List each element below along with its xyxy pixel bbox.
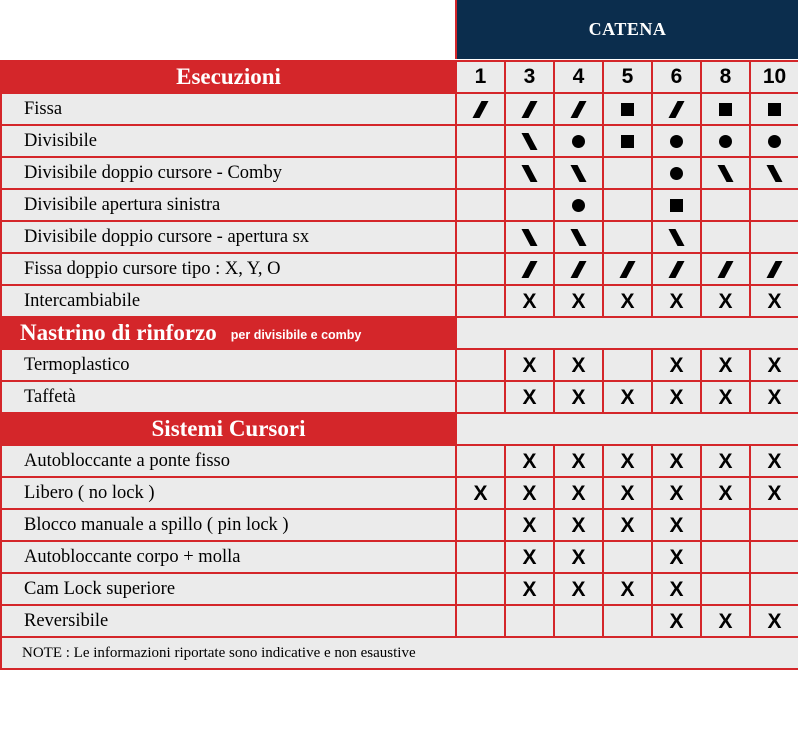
dot-mark	[670, 167, 683, 180]
cell-col-8	[701, 253, 750, 285]
x-mark: X	[620, 577, 635, 601]
cell-col-5	[603, 125, 652, 157]
cell-col-3	[505, 253, 554, 285]
row-label: Intercambiabile	[1, 285, 456, 317]
cell-col-6	[652, 125, 701, 157]
row-label: Reversibile	[1, 605, 456, 637]
row-label: Divisibile	[1, 125, 456, 157]
section-row	[1, 413, 798, 445]
cell-col-8	[701, 605, 750, 637]
x-mark: X	[522, 577, 537, 601]
back-slash-mark	[570, 229, 586, 246]
cell-col-3	[505, 509, 554, 541]
column-header-4: 4	[554, 61, 603, 93]
cell-col-4	[554, 349, 603, 381]
cell-col-8	[701, 93, 750, 125]
cell-col-8	[701, 285, 750, 317]
cell-col-10	[750, 253, 798, 285]
cell-col-4	[554, 221, 603, 253]
column-header-6: 6	[652, 61, 701, 93]
cell-col-4	[554, 125, 603, 157]
cell-col-8	[701, 157, 750, 189]
cell-col-10	[750, 573, 798, 605]
column-header-8: 8	[701, 61, 750, 93]
cell-col-5	[603, 221, 652, 253]
cell-col-8	[701, 477, 750, 509]
column-header-1: 1	[456, 61, 505, 93]
table-row	[1, 253, 798, 285]
forward-slash-mark	[668, 261, 684, 278]
table-row	[1, 541, 798, 573]
cell-col-5	[603, 541, 652, 573]
x-mark: X	[571, 289, 586, 313]
cell-col-10	[750, 285, 798, 317]
section-row	[1, 61, 798, 93]
x-mark: X	[767, 289, 782, 313]
cell-col-1	[456, 221, 505, 253]
cell-col-5	[603, 189, 652, 221]
section-title-text: Sistemi Cursori	[151, 416, 306, 441]
table-row	[1, 157, 798, 189]
cell-col-1	[456, 445, 505, 477]
back-slash-mark	[521, 165, 537, 182]
note-text: NOTE : Le informazioni riportate sono indicative e non esaustive	[1, 637, 798, 669]
table-row	[1, 381, 798, 413]
x-mark: X	[767, 449, 782, 473]
cell-col-8	[701, 189, 750, 221]
cell-col-1	[456, 253, 505, 285]
table-row	[1, 573, 798, 605]
cell-col-4	[554, 157, 603, 189]
cell-col-4	[554, 605, 603, 637]
x-mark: X	[767, 385, 782, 409]
table-row	[1, 93, 798, 125]
x-mark: X	[669, 545, 684, 569]
cell-col-6	[652, 349, 701, 381]
square-mark	[768, 103, 781, 116]
cell-col-5	[603, 253, 652, 285]
cell-col-3	[505, 189, 554, 221]
back-slash-mark	[570, 165, 586, 182]
section-title	[1, 413, 456, 445]
cell-col-10	[750, 605, 798, 637]
row-label: Cam Lock superiore	[1, 573, 456, 605]
row-label: Fissa doppio cursore tipo : X, Y, O	[1, 253, 456, 285]
note-row	[1, 637, 798, 669]
x-mark: X	[669, 385, 684, 409]
forward-slash-mark	[668, 101, 684, 118]
cell-col-1	[456, 573, 505, 605]
column-header-10: 10	[750, 61, 798, 93]
dot-mark	[768, 135, 781, 148]
cell-col-10	[750, 381, 798, 413]
section-title	[1, 61, 456, 93]
x-mark: X	[473, 481, 488, 505]
x-mark: X	[718, 481, 733, 505]
cell-col-6	[652, 93, 701, 125]
x-mark: X	[522, 449, 537, 473]
x-mark: X	[620, 289, 635, 313]
cell-col-6	[652, 509, 701, 541]
cell-col-3	[505, 349, 554, 381]
section-blank	[456, 413, 798, 445]
x-mark: X	[522, 289, 537, 313]
row-label: Termoplastico	[1, 349, 456, 381]
cell-col-6	[652, 157, 701, 189]
column-header-3: 3	[505, 61, 554, 93]
cell-col-1	[456, 381, 505, 413]
x-mark: X	[571, 545, 586, 569]
cell-col-5	[603, 509, 652, 541]
table-row	[1, 349, 798, 381]
cell-col-4	[554, 285, 603, 317]
row-label: Taffetà	[1, 381, 456, 413]
row-label: Libero ( no lock )	[1, 477, 456, 509]
x-mark: X	[522, 545, 537, 569]
x-mark: X	[767, 353, 782, 377]
cell-col-1	[456, 605, 505, 637]
cell-col-10	[750, 157, 798, 189]
section-blank	[456, 317, 798, 349]
forward-slash-mark	[570, 101, 586, 118]
cell-col-1	[456, 157, 505, 189]
cell-col-8	[701, 445, 750, 477]
cell-col-6	[652, 605, 701, 637]
dot-mark	[719, 135, 732, 148]
cell-col-5	[603, 285, 652, 317]
x-mark: X	[571, 449, 586, 473]
table-row	[1, 221, 798, 253]
x-mark: X	[620, 481, 635, 505]
cell-col-8	[701, 221, 750, 253]
table-row	[1, 285, 798, 317]
cell-col-6	[652, 445, 701, 477]
forward-slash-mark	[766, 261, 782, 278]
row-label: Divisibile doppio cursore - Comby	[1, 157, 456, 189]
dot-mark	[572, 199, 585, 212]
x-mark: X	[571, 577, 586, 601]
x-mark: X	[571, 513, 586, 537]
cell-col-5	[603, 477, 652, 509]
x-mark: X	[522, 481, 537, 505]
row-label: Fissa	[1, 93, 456, 125]
column-header-5: 5	[603, 61, 652, 93]
table-row	[1, 125, 798, 157]
x-mark: X	[718, 385, 733, 409]
cell-col-4	[554, 573, 603, 605]
cell-col-8	[701, 125, 750, 157]
cell-col-4	[554, 445, 603, 477]
cell-col-1	[456, 509, 505, 541]
x-mark: X	[620, 385, 635, 409]
cell-col-8	[701, 381, 750, 413]
x-mark: X	[522, 513, 537, 537]
cell-col-3	[505, 221, 554, 253]
dot-mark	[670, 135, 683, 148]
square-mark	[621, 135, 634, 148]
row-label: Divisibile doppio cursore - apertura sx	[1, 221, 456, 253]
row-label: Autobloccante corpo + molla	[1, 541, 456, 573]
back-slash-mark	[521, 229, 537, 246]
section-row	[1, 317, 798, 349]
forward-slash-mark	[521, 261, 537, 278]
cell-col-3	[505, 541, 554, 573]
x-mark: X	[669, 353, 684, 377]
square-mark	[621, 103, 634, 116]
cell-col-3	[505, 285, 554, 317]
x-mark: X	[522, 353, 537, 377]
cell-col-3	[505, 605, 554, 637]
x-mark: X	[669, 513, 684, 537]
cell-col-10	[750, 541, 798, 573]
cell-col-4	[554, 189, 603, 221]
back-slash-mark	[668, 229, 684, 246]
cell-col-6	[652, 285, 701, 317]
cell-col-4	[554, 381, 603, 413]
cell-col-6	[652, 189, 701, 221]
x-mark: X	[718, 609, 733, 633]
x-mark: X	[522, 385, 537, 409]
cell-col-4	[554, 477, 603, 509]
x-mark: X	[718, 289, 733, 313]
cell-col-8	[701, 541, 750, 573]
cell-col-6	[652, 381, 701, 413]
cell-col-8	[701, 509, 750, 541]
cell-col-10	[750, 509, 798, 541]
cell-col-3	[505, 573, 554, 605]
dot-mark	[572, 135, 585, 148]
cell-col-10	[750, 125, 798, 157]
table-row	[1, 445, 798, 477]
cell-col-1	[456, 349, 505, 381]
x-mark: X	[767, 609, 782, 633]
cell-col-5	[603, 573, 652, 605]
cell-col-6	[652, 541, 701, 573]
cell-col-10	[750, 445, 798, 477]
table-row	[1, 605, 798, 637]
x-mark: X	[718, 449, 733, 473]
cell-col-1	[456, 541, 505, 573]
cell-col-6	[652, 573, 701, 605]
x-mark: X	[767, 481, 782, 505]
table-row	[1, 509, 798, 541]
cell-col-3	[505, 125, 554, 157]
cell-col-1	[456, 189, 505, 221]
row-label: Autobloccante a ponte fisso	[1, 445, 456, 477]
forward-slash-mark	[570, 261, 586, 278]
cell-col-3	[505, 445, 554, 477]
section-title-text: Esecuzioni	[176, 64, 281, 89]
cell-col-10	[750, 221, 798, 253]
cell-col-5	[603, 349, 652, 381]
section-subtitle: per divisibile e comby	[230, 327, 362, 342]
cell-col-3	[505, 157, 554, 189]
row-label: Blocco manuale a spillo ( pin lock )	[1, 509, 456, 541]
x-mark: X	[669, 449, 684, 473]
cell-col-8	[701, 573, 750, 605]
x-mark: X	[669, 577, 684, 601]
cell-col-10	[750, 189, 798, 221]
x-mark: X	[620, 513, 635, 537]
cell-col-6	[652, 477, 701, 509]
cell-col-4	[554, 93, 603, 125]
cell-col-5	[603, 157, 652, 189]
x-mark: X	[718, 353, 733, 377]
back-slash-mark	[766, 165, 782, 182]
x-mark: X	[669, 481, 684, 505]
cell-col-5	[603, 93, 652, 125]
table-row	[1, 477, 798, 509]
x-mark: X	[571, 481, 586, 505]
square-mark	[719, 103, 732, 116]
cell-col-10	[750, 477, 798, 509]
x-mark: X	[669, 609, 684, 633]
cell-col-5	[603, 605, 652, 637]
cell-col-3	[505, 93, 554, 125]
x-mark: X	[571, 385, 586, 409]
cell-col-4	[554, 509, 603, 541]
cell-col-1	[456, 93, 505, 125]
cell-col-8	[701, 349, 750, 381]
cell-col-4	[554, 541, 603, 573]
x-mark: X	[669, 289, 684, 313]
back-slash-mark	[717, 165, 733, 182]
cell-col-4	[554, 253, 603, 285]
forward-slash-mark	[619, 261, 635, 278]
square-mark	[670, 199, 683, 212]
cell-col-6	[652, 253, 701, 285]
cell-col-10	[750, 349, 798, 381]
cell-col-6	[652, 221, 701, 253]
catena-header: CATENA	[455, 0, 798, 59]
row-label: Divisibile apertura sinistra	[1, 189, 456, 221]
forward-slash-mark	[521, 101, 537, 118]
cell-col-5	[603, 381, 652, 413]
cell-col-5	[603, 445, 652, 477]
forward-slash-mark	[717, 261, 733, 278]
cell-col-3	[505, 381, 554, 413]
cell-col-3	[505, 477, 554, 509]
section-title	[1, 317, 456, 349]
forward-slash-mark	[472, 101, 488, 118]
x-mark: X	[620, 449, 635, 473]
section-title-text: Nastrino di rinforzo	[20, 320, 217, 345]
cell-col-1	[456, 285, 505, 317]
cell-col-1	[456, 125, 505, 157]
back-slash-mark	[521, 133, 537, 150]
spec-table	[0, 60, 798, 670]
x-mark: X	[571, 353, 586, 377]
cell-col-10	[750, 93, 798, 125]
cell-col-1	[456, 477, 505, 509]
table-row	[1, 189, 798, 221]
